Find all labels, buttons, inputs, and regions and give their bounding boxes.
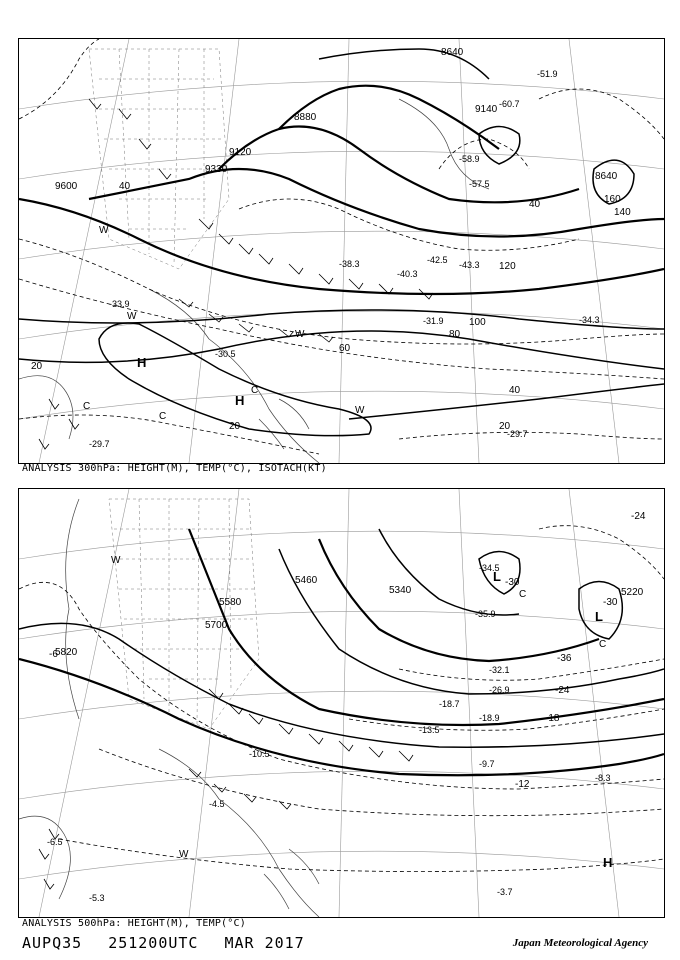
temp-sample: -6.5 — [47, 837, 63, 847]
isotherm-label-minus-36: -36 — [557, 653, 572, 664]
temp-sample: -26.9 — [489, 685, 510, 695]
isotach-label-120: 120 — [499, 261, 516, 272]
temp-sample: -57.5 — [469, 179, 490, 189]
valid-time: 251200UTC — [108, 934, 199, 952]
low-center-2: L — [595, 609, 603, 624]
height-label-5580: 5580 — [219, 597, 242, 608]
temp-sample: -31.9 — [423, 316, 444, 326]
height-label-8640-north: 8640 — [441, 47, 464, 58]
isotherm-label-minus-30-north: -30 — [505, 577, 520, 588]
temp-sample: -30.5 — [215, 349, 236, 359]
cold-center-1: C — [519, 589, 527, 600]
agency-credit: Japan Meteorological Agency — [512, 937, 648, 949]
warm-center-2: W — [179, 849, 189, 860]
isotach-label-20-south: 20 — [499, 421, 511, 432]
temp-sample: -18.7 — [439, 699, 460, 709]
height-label-5340: 5340 — [389, 585, 412, 596]
isotach-label-80: 80 — [449, 329, 461, 340]
high-center-1: H — [603, 855, 613, 870]
isotherm-label-minus-12: -12 — [515, 779, 530, 790]
height-label-9120: 9120 — [229, 147, 252, 158]
map-500hpa-canvas — [19, 489, 664, 917]
temp-sample: -43.3 — [459, 260, 480, 270]
graticule-top — [19, 39, 664, 463]
caption-500hpa: ANALYSIS 500hPa: HEIGHT(M), TEMP(°C) — [22, 918, 246, 929]
temp-sample: -5.3 — [89, 893, 105, 903]
map-panel-300hpa — [18, 38, 665, 464]
low-center-1: L — [493, 569, 501, 584]
terrain-hatch-bottom — [109, 499, 259, 729]
warm-center-1: W — [99, 225, 109, 236]
graticule-bottom — [19, 489, 664, 917]
temp-sample: -18.9 — [479, 713, 500, 723]
temp-sample: -34.5 — [479, 563, 500, 573]
temp-sample: -10.5 — [249, 749, 270, 759]
map-300hpa-canvas — [19, 39, 664, 463]
height-label-5460: 5460 — [295, 575, 318, 586]
isotach-label-40-south: 40 — [509, 385, 521, 396]
isotach-label-40-east: 40 — [529, 199, 541, 210]
warm-center-1: W — [111, 555, 121, 566]
isotach-label-20-west: 20 — [31, 361, 43, 372]
isotherm-label-minus-30: -30 — [603, 597, 618, 608]
cold-center-1: C — [83, 401, 91, 412]
height-label-9140: 9140 — [475, 104, 498, 115]
issue-date: MAR 2017 — [224, 934, 305, 952]
temp-sample: -4.5 — [209, 799, 225, 809]
height-label-9600: 9600 — [55, 181, 78, 192]
temp-sample: -42.5 — [427, 255, 448, 265]
height-label-5220: 5220 — [621, 587, 644, 598]
map-panel-500hpa — [18, 488, 665, 918]
temp-sample: -60.7 — [499, 99, 520, 109]
isotherm-label-minus-24-north: -24 — [631, 511, 646, 522]
temp-sample: -8.3 — [595, 773, 611, 783]
temp-sample: -38.3 — [339, 259, 360, 269]
temp-sample: -9.7 — [479, 759, 495, 769]
isotach-label-140: 140 — [614, 207, 631, 218]
isotherm-label-minus-24: -24 — [555, 685, 570, 696]
product-header — [22, 934, 331, 952]
temp-sample: -29.7 — [507, 429, 528, 439]
terrain-hatch-top — [89, 49, 229, 269]
temp-sample: -33.9 — [109, 299, 130, 309]
height-label-5820: 5820 — [55, 647, 78, 658]
height-label-9330: 9330 — [205, 164, 228, 175]
isotach-label-60: 60 — [339, 343, 351, 354]
temp-sample: -34.3 — [579, 315, 600, 325]
isotach-lines-top — [19, 310, 664, 436]
isotach-label-40-west: 40 — [119, 181, 131, 192]
temp-sample: -40.3 — [397, 269, 418, 279]
wind-barbs-bottom — [39, 689, 413, 889]
isotherm-label-minus-18: -18 — [545, 713, 560, 724]
caption-300hpa: ANALYSIS 300hPa: HEIGHT(M), TEMP(°C), ISOTACH(KT) — [22, 463, 327, 474]
height-label-5700: 5700 — [205, 620, 228, 631]
temp-sample: -29.7 — [89, 439, 110, 449]
cold-center-2: C — [599, 639, 607, 650]
high-center-1: H — [137, 355, 147, 370]
temp-sample: -51.9 — [537, 69, 558, 79]
warm-center-2: W — [127, 311, 137, 322]
isotach-label-160: 160 — [604, 194, 621, 205]
warm-center-3: W — [295, 329, 305, 340]
product-code: AUPQ35 — [22, 934, 83, 952]
temp-sample: -3.7 — [497, 887, 513, 897]
isotach-label-20-south-west: 20 — [229, 421, 241, 432]
cold-center-2: C — [159, 411, 167, 422]
temp-sample: -35.9 — [475, 609, 496, 619]
isotach-label-100: 100 — [469, 317, 486, 328]
temp-sample: -58.9 — [459, 154, 480, 164]
high-center-2: H — [235, 393, 245, 408]
height-label-8640-east: 8640 — [595, 171, 618, 182]
cold-center-3: C — [251, 385, 259, 396]
height-contours-top — [19, 49, 664, 294]
temp-sample: -13.5 — [419, 725, 440, 735]
temp-sample: -32.1 — [489, 665, 510, 675]
warm-center-4: W — [355, 405, 365, 416]
isotherm-label-minus-6: -6 — [49, 649, 58, 660]
height-label-8880: 8880 — [294, 112, 317, 123]
